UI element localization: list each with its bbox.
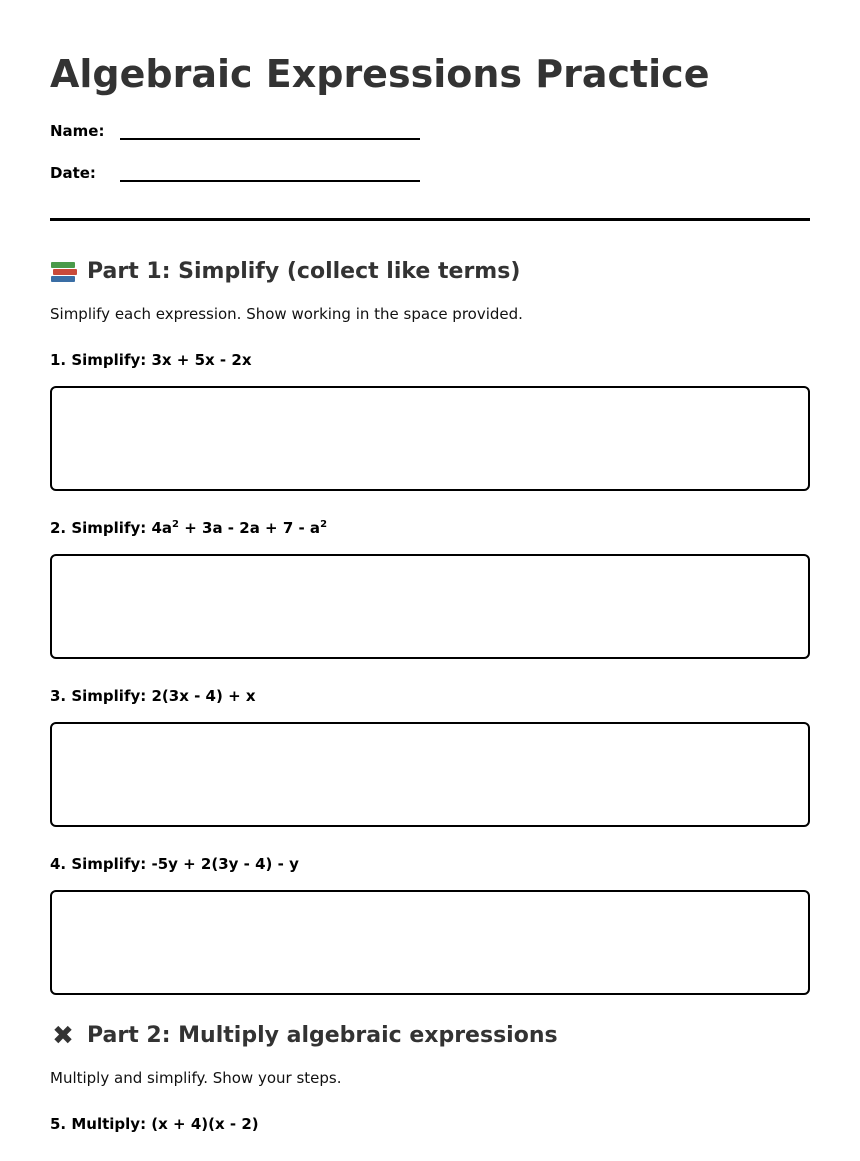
- question-2: 2. Simplify: $4a^2 + 3a - 2a + 7 - a^2$: [50, 519, 328, 537]
- question-1: 1. Simplify: 3x + 5x - 2x: [50, 351, 252, 369]
- date-label: Date:: [50, 164, 96, 182]
- part2-instructions: Multiply and simplify. Show your steps.: [50, 1069, 342, 1087]
- part2-heading-text: Part 2: Multiply algebraic expressions: [87, 1023, 558, 1048]
- header-divider: [50, 218, 810, 221]
- question-3: 3. Simplify: 2(3x - 4) + x: [50, 687, 256, 705]
- answer-box-3[interactable]: [50, 722, 810, 827]
- part2-heading: [50, 1021, 810, 1051]
- question-5: 5. Multiply: (x + 4)(x - 2): [50, 1115, 259, 1133]
- name-label: Name:: [50, 122, 105, 140]
- page-title: Algebraic Expressions Practice: [50, 52, 710, 96]
- answer-box-1[interactable]: [50, 386, 810, 491]
- date-field-row: [50, 162, 810, 182]
- multiply-icon: ✖: [52, 1021, 74, 1051]
- part1-instructions: Simplify each expression. Show working in the space provided.: [50, 305, 523, 323]
- name-field-row: [50, 120, 810, 140]
- part1-heading-text: Part 1: Simplify (collect like terms): [87, 259, 521, 284]
- books-icon: [50, 259, 76, 285]
- answer-box-2[interactable]: [50, 554, 810, 659]
- question-4: 4. Simplify: -5y + 2(3y - 4) - y: [50, 855, 299, 873]
- part1-heading: [50, 257, 810, 287]
- answer-box-4[interactable]: [50, 890, 810, 995]
- date-line[interactable]: [120, 162, 420, 182]
- name-line[interactable]: [120, 120, 420, 140]
